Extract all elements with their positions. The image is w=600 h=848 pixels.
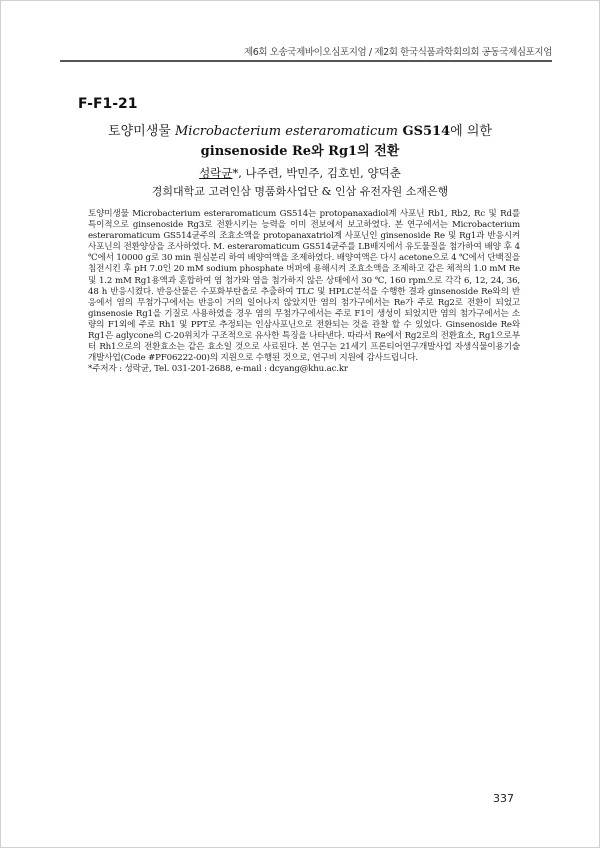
co-authors: *, 나주련, 박민주, 김호빈, 양덕춘 [232, 166, 401, 180]
title-line2: ginsenoside Re와 Rg1의 전환 [200, 144, 400, 159]
corresponding-author-contact: *주저자 : 성락균, Tel. 031-201-2688, e-mail : dcyang@khu.ac.kr [88, 364, 348, 375]
title-rest-line1: 에 의한 [450, 124, 492, 139]
presenting-author: 성락균 [199, 166, 233, 180]
title-strain: GS514 [397, 124, 451, 139]
abstract-code: F-F1-21 [78, 96, 138, 112]
running-header: 제6회 오송국제바이오심포지엄 / 제2회 한국식품과학회의회 공동국제심포지엄 [243, 47, 552, 58]
header-rule [60, 60, 552, 62]
abstract-paragraph: 토양미생물 Microbacterium esteraromaticum GS514는 protopanaxadiol계 사포닌 Rb1, Rb2, Rc 및 Rd를 특이적으로 ginsenoside Rg3로 전환시키는 능력을 이미 전보에서 보고하였다. 본 연구에서는 Microbacterium esteraromaticum GS514균주의 조효소액을 protopanaxatriol계 사포닌인 ginsenoside Re 및 Rg1과 반응시켜 사포닌의 전환양상을 조사하였다. M. esteraromaticum GS514균주를 LB배지에서 유도물질을 첨가하여 배양 후 4 ℃에서 10000 g로 30 min 원심분리 하여 배양여액을 조제하였다. 배양여액은 다시 acetone으로 4 ℃에서 단백질을 침전시킨 후 pH 7.0인 20 mM sodium phosphate 버퍼에 용해시켜 조효소액을 조제하고 같은 체적의 1.0 mM Re 및 1.2 mM Rg1용액과 혼합하여 염 첨가와 염을 첨가하지 않은 상태에서 30 ℃, 160 rpm으로 각각 6, 12, 24, 36, 48 h 반응시켰다. 반응산물은 수포화부탄올로 추출하여 TLC 및 HPLC분석을 수행한 결과 ginsenoside Re와의 반응에서 염의 무첨가구에서는 반응이 거의 일어나지 않았지만 염의 첨가구에서는 Re가 주로 Rg2로 전환이 되었고 ginsenosie Rg1을 기질로 사용하였을 경우 염의 무첨가구에서는 주로 F1이 생성이 되었지만 염의 첨가구에서는 소량의 F1외에 주로 Rh1 및 PPT로 추정되는 인삼사포닌으로 전환되는 것을 관찰 할 수 있었다. Ginsenoside Re와 Rg1은 aglycone의 C-20위치가 구조적으로 유사한 특징을 나타낸다. 따라서 Re에서 Rg2로의 전환효소, Rg1으로부터 Rh1으로의 전환효소는 같은 효소일 것으로 사료된다. 본 연구는 21세기 프론티어연구개발사업 자생식물이용기술개발사업(Code #PF06222-00)의 지원으로 수행된 것으로, 연구비 지원에 감사드립니다. [88, 209, 520, 364]
abstract-title [90, 122, 510, 162]
page-number: 337 [493, 792, 514, 805]
abstract-body [88, 209, 520, 375]
affiliation: 경희대학교 고려인삼 명품화사업단 & 인삼 유전자원 소재은행 [151, 185, 449, 198]
title-prefix: 토양미생물 [108, 124, 175, 139]
title-species: Microbacterium esteraromaticum [174, 124, 398, 139]
author-list [60, 165, 540, 181]
